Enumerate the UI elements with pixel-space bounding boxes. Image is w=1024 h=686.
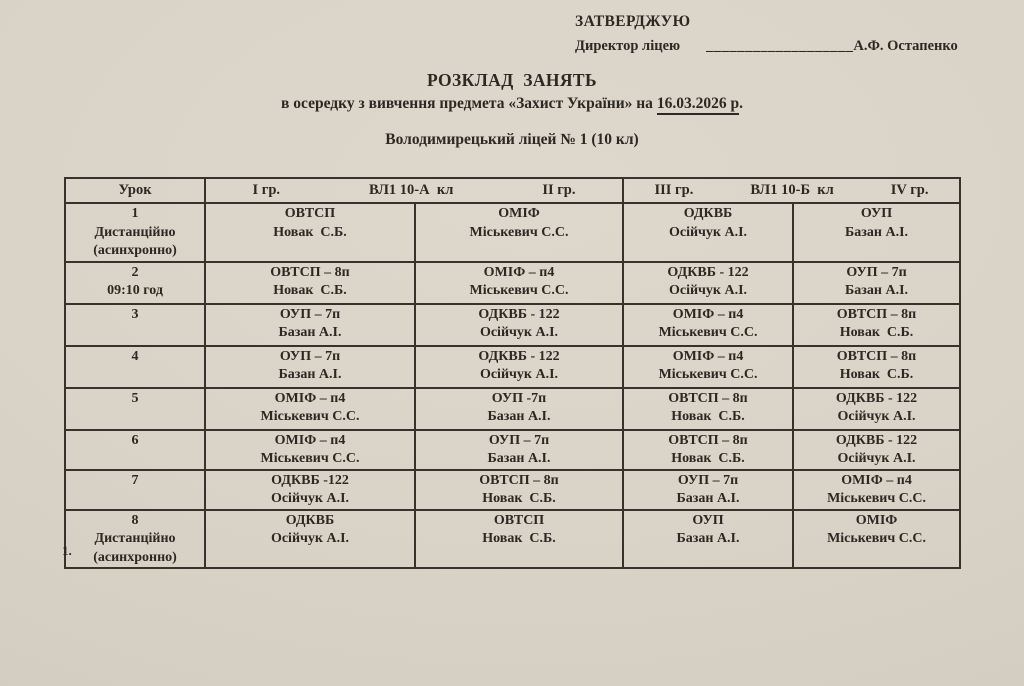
header-group-a-class: ВЛ1 10-А кл [369,182,454,198]
director-label: Директор ліцею [575,38,681,54]
lesson-cell [65,388,205,430]
teacher: Міськевич С.С. [469,283,569,298]
schedule-cell [623,388,793,430]
table-row-4 [65,346,960,388]
signature-row [575,34,958,58]
subject: ОУП – 7п [279,306,341,322]
subtitle-text: в осередку з вивчення предмета «Захист України» на [281,95,657,112]
lesson-number: 5 [131,390,139,406]
schedule-cell [793,203,960,262]
lesson-number: 3 [131,306,139,322]
lesson-cell [65,346,205,388]
subject: ОВТСП – 8п [668,390,748,406]
schedule-cell [793,304,960,346]
subject: ОДКВБ - 122 [835,390,918,406]
schedule-cell [415,262,623,304]
schedule-cell [415,203,623,262]
teacher: Міськевич С.С. [827,531,926,546]
subject: ОДКВБ - 122 [835,432,918,448]
teacher: Осійчук А.І. [668,224,748,240]
subject: ОМІФ – п4 [274,390,346,406]
header-group-a-1: І гр. [252,182,281,198]
subject: ОУП -7п [491,390,547,406]
teacher: Міськевич С.С. [827,491,926,506]
lesson-cell [65,470,205,510]
teacher: Новак С.Б. [839,367,914,382]
subject: ОДКВБ [285,512,335,528]
schedule-cell [623,430,793,470]
lesson-cell [65,510,205,569]
lesson-note: Дистанційно [94,531,176,546]
table-row-5 [65,388,960,430]
schedule-cell [205,510,415,569]
subject: ОВТСП – 8п [270,264,350,280]
subject: ОДКВБ - 122 [667,264,749,280]
subject: ОУП – 7п [279,348,341,364]
schedule-cell [793,510,960,569]
teacher: Міськевич С.С. [658,367,758,382]
subject: ОМІФ – п4 [841,472,912,488]
teacher: Базан А.І. [676,491,740,506]
lesson-time: 09:10 год [107,283,163,298]
schedule-cell [415,510,623,569]
subject: ОВТСП [284,206,336,221]
schedule-cell [623,203,793,262]
schedule-cell [623,304,793,346]
table-row-7 [65,470,960,510]
subject: ОДКВБ - 122 [478,348,560,364]
subject: ОУП – 7п [677,472,739,488]
schedule-cell [205,262,415,304]
signature-line: ___________________ [706,38,854,54]
header-group-b-class: ВЛ1 10-Б кл [750,182,834,198]
schedule-cell [205,304,415,346]
lesson-number: 7 [131,472,139,488]
schedule-cell [205,346,415,388]
table-row-3 [65,304,960,346]
teacher: Базан А.І. [845,283,909,298]
teacher: Міськевич С.С. [658,325,758,340]
lesson-number: 1 [131,206,139,221]
page-footnote: 1. [62,543,72,558]
header-group-b-2: IV гр. [890,182,929,198]
approve-label: ЗАТВЕРДЖУЮ [575,13,691,30]
subject: ОУП – 7п [488,432,550,448]
teacher: Осійчук А.І. [668,283,748,298]
subject: ОВТСП – 8п [479,472,559,488]
teacher: Новак С.Б. [273,224,347,240]
schedule-cell [415,388,623,430]
schedule-cell [205,470,415,510]
schedule-cell [205,388,415,430]
table-header-row [65,178,960,203]
schedule-cell [793,388,960,430]
teacher: Осійчук А.І. [270,491,350,506]
schedule-cell [793,262,960,304]
subject: ОМІФ – п4 [274,432,346,448]
subject: ОВТСП [493,512,545,528]
school-name: Володимирецький ліцей № 1 (10 кл) [385,131,639,148]
schedule-cell [793,346,960,388]
table-row-2 [65,262,960,304]
lesson-cell [65,262,205,304]
schedule-cell [415,304,623,346]
table-row-6 [65,430,960,470]
schedule-table [64,177,961,569]
schedule-cell [623,262,793,304]
subject: ОУП [860,206,893,221]
lesson-number: 4 [131,348,139,364]
subject: ОМІФ [498,206,540,221]
director-name: А.Ф. Остапенко [853,38,958,54]
subject: ОМІФ – п4 [672,348,744,364]
subject: ОВТСП – 8п [836,306,917,322]
schedule-date: 16.03.2026 р [657,95,739,115]
lesson-number: 2 [131,264,139,280]
table-row-8 [65,510,960,569]
schedule-cell [205,203,415,262]
subject: ОМІФ – п4 [483,264,555,280]
schedule-cell [623,470,793,510]
header-group-b-1: ІІІ гр. [654,182,694,198]
teacher: Осійчук А.І. [837,409,916,424]
approval-block [575,10,958,58]
subject: ОМІФ [855,512,898,528]
lesson-note: (асинхронно) [93,549,177,565]
header-group-a [205,178,623,203]
teacher: Новак С.Б. [839,325,914,340]
lesson-cell [65,304,205,346]
teacher: Базан А.І. [487,451,551,466]
teacher: Базан А.І. [278,325,342,340]
schedule-cell [793,430,960,470]
teacher: Новак С.Б. [482,531,556,546]
subject: ОДКВБ - 122 [478,306,560,322]
lesson-note: Дистанційно [94,224,176,240]
teacher: Міськевич С.С. [260,409,360,424]
lesson-note: (асинхронно) [93,243,177,258]
lesson-number: 8 [131,512,139,528]
lesson-number: 6 [131,432,139,448]
teacher: Новак С.Б. [671,451,745,466]
teacher: Міськевич С.С. [260,451,360,466]
schedule-cell [793,470,960,510]
document-subtitle [0,95,1024,113]
teacher: Міськевич С.С. [469,224,569,240]
lesson-cell [65,430,205,470]
teacher: Новак С.Б. [273,283,347,298]
teacher: Новак С.Б. [482,491,556,506]
schedule-cell [623,346,793,388]
header-group-a-2: ІІ гр. [542,182,576,198]
schedule-cell [623,510,793,569]
schedule-cell [415,346,623,388]
teacher: Базан А.І. [845,224,909,240]
subject: ОДКВБ [683,206,733,221]
header-lesson: Урок [65,178,205,203]
schedule-cell [415,430,623,470]
subject: ОМІФ – п4 [672,306,744,322]
teacher: Осійчук А.І. [837,451,916,466]
lesson-cell [65,203,205,262]
document-title: РОЗКЛАД ЗАНЯТЬ [427,70,597,90]
header-group-b [623,178,960,203]
teacher: Осійчук А.І. [479,325,559,340]
schedule-cell [415,470,623,510]
teacher: Базан А.І. [278,367,342,382]
teacher: Новак С.Б. [671,409,745,424]
subject: ОДКВБ -122 [271,472,349,488]
subject: ОУП – 7п [846,264,907,280]
subject: ОВТСП – 8п [668,432,748,448]
teacher: Осійчук А.І. [270,531,350,546]
schedule-cell [205,430,415,470]
teacher: Базан А.І. [487,409,551,424]
teacher: Осійчук А.І. [479,367,559,382]
subtitle-suffix: . [739,95,743,112]
subject: ОУП [692,512,724,528]
table-row-1 [65,203,960,262]
subject: ОВТСП – 8п [836,348,917,364]
teacher: Базан А.І. [676,531,740,546]
